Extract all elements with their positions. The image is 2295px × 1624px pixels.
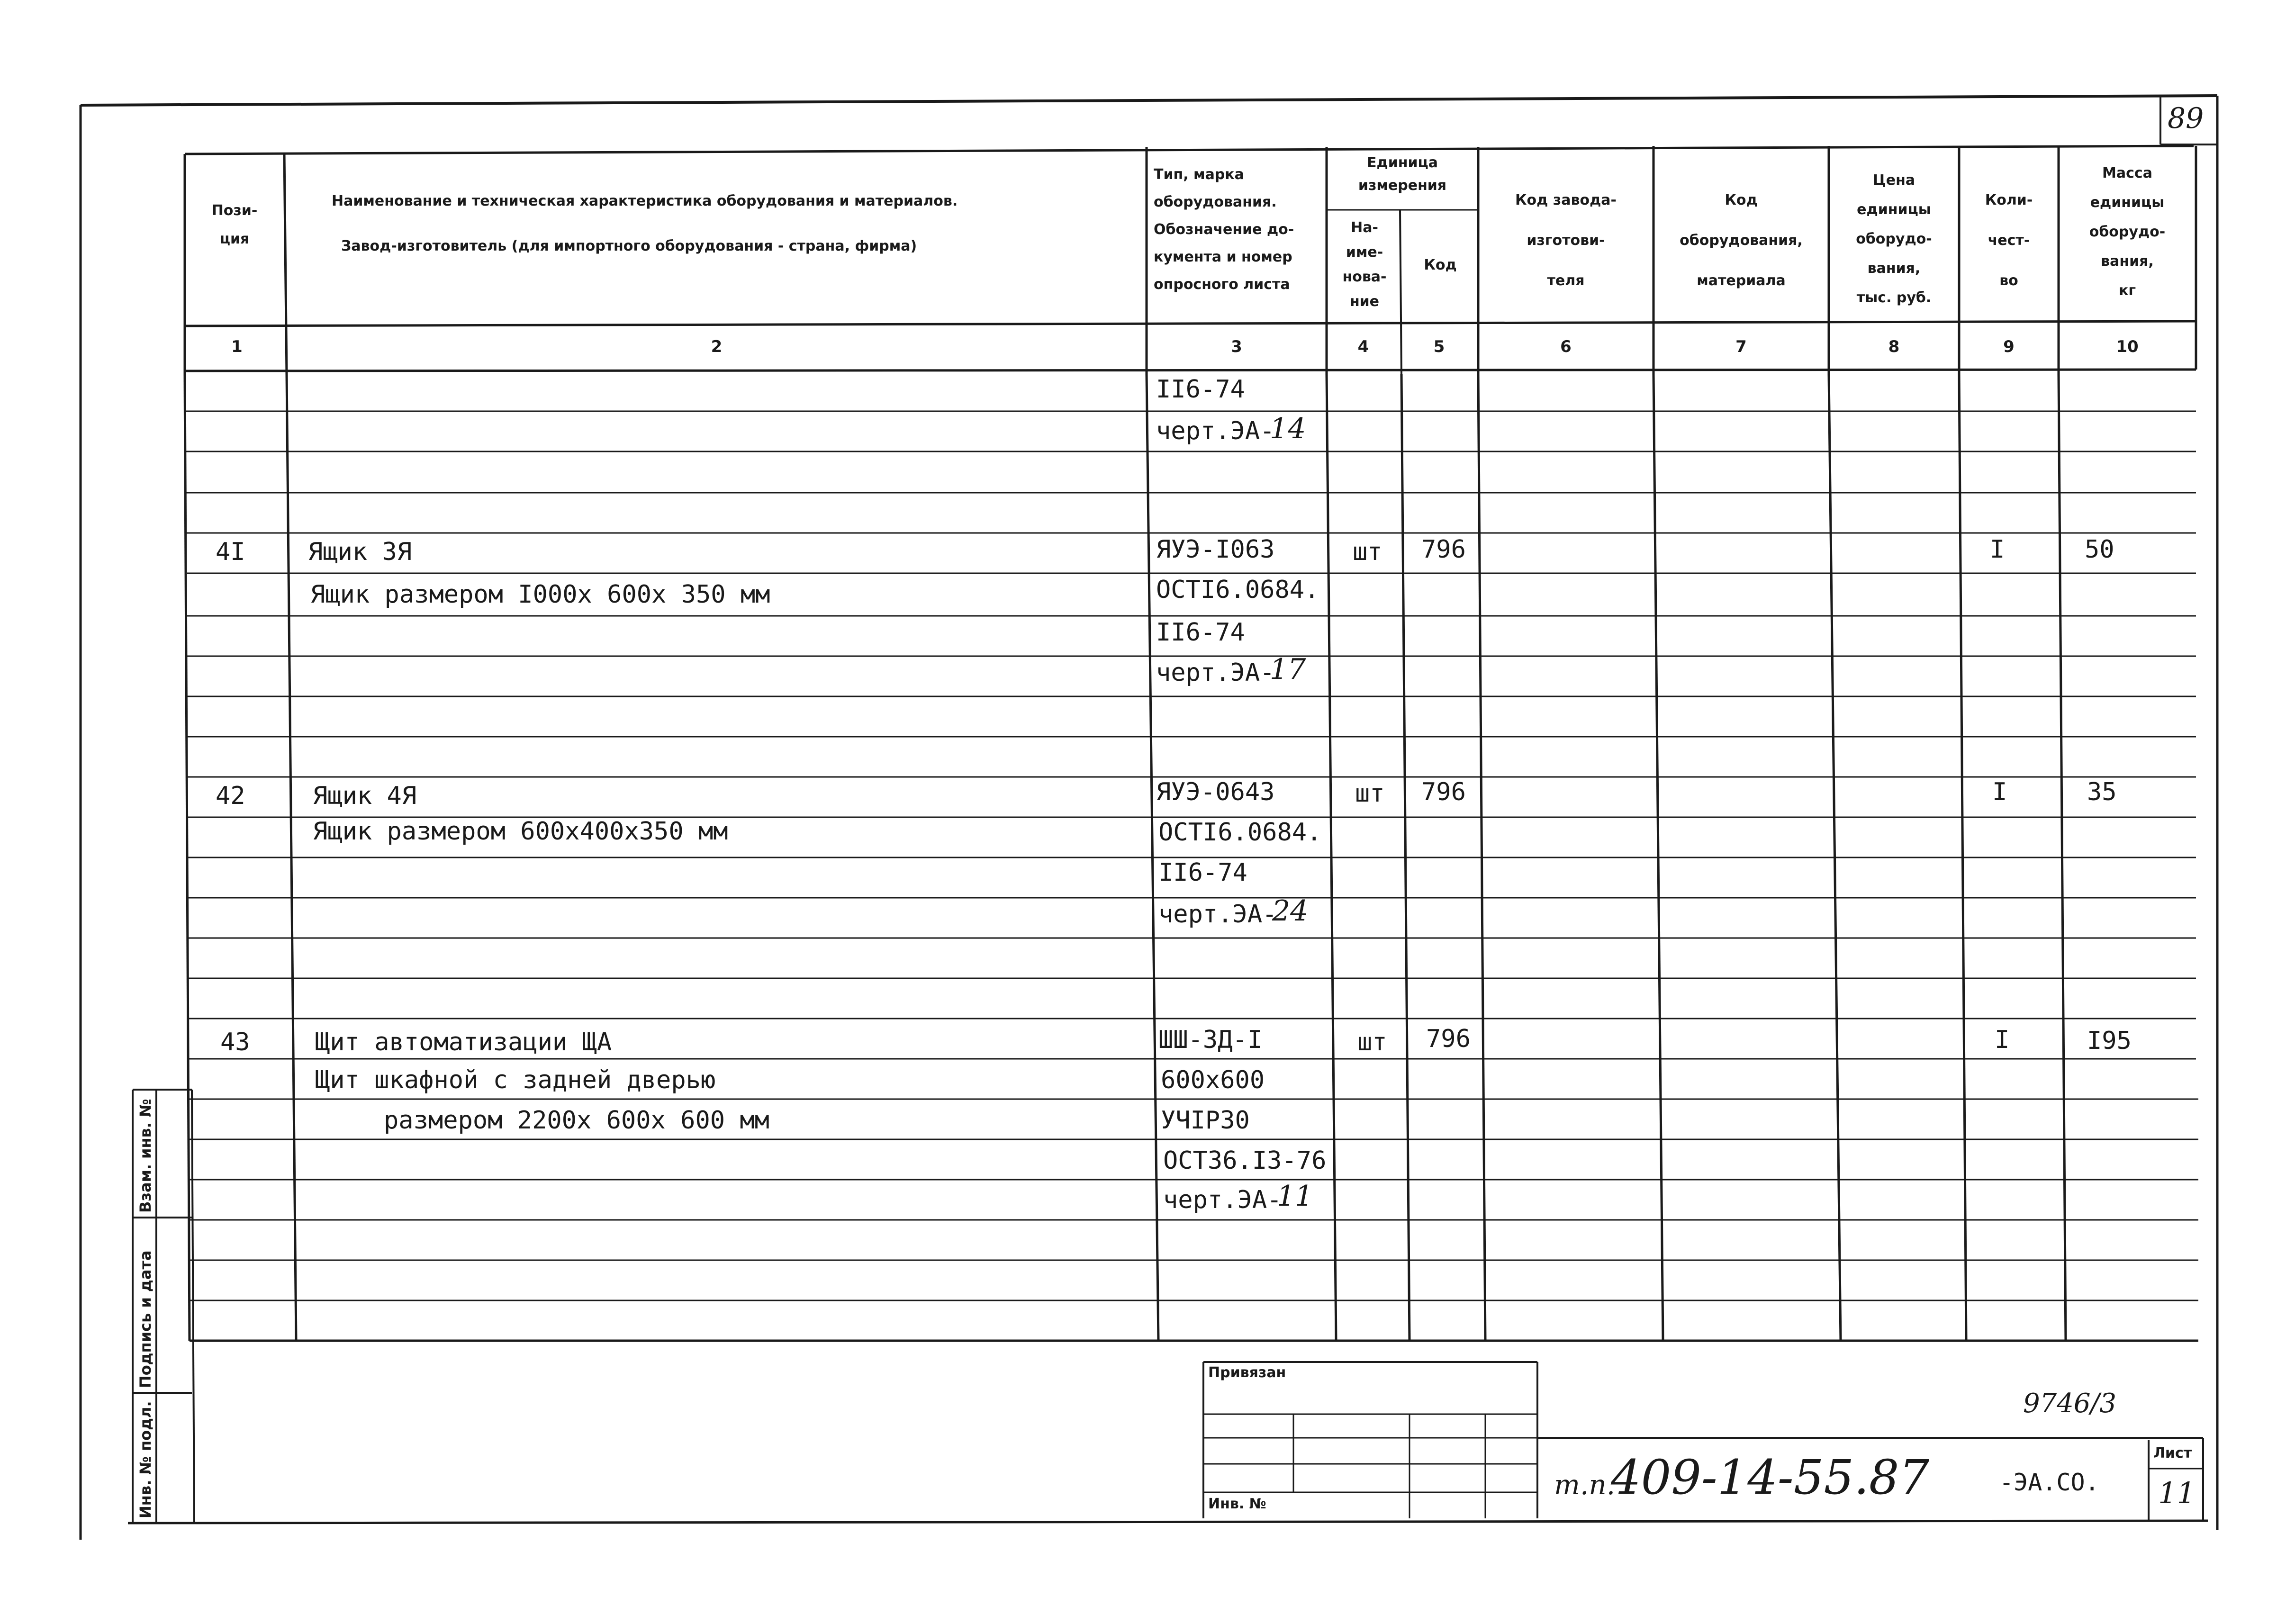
header-col1 (190, 197, 280, 253)
row-16-code: 796 (1426, 1025, 1471, 1053)
row-10-quantity: I (1992, 778, 2007, 806)
header-col3-line2: оборудования. (1154, 194, 1277, 210)
row-16-name: Щит автоматизации ЩА (315, 1028, 612, 1056)
row-17-name: Щит шкафной с задней дверью (315, 1066, 716, 1094)
row-11-name: Ящик размером 600х400х350 мм (313, 817, 728, 846)
row-6-type: II6-74 (1156, 618, 1245, 647)
header-units-line1: Единица (1367, 154, 1438, 171)
header-col3-line4: кумента и номер (1154, 249, 1292, 265)
column-number-6: 6 (1560, 337, 1572, 356)
row-16-mass: I95 (2087, 1027, 2132, 1055)
side-label-original-inventory: Инв. № подл. (136, 1401, 154, 1518)
header-col5: Код (1424, 257, 1457, 273)
row-10-unit: шт (1355, 779, 1385, 808)
header-col8-line3: оборудо- (1856, 231, 1932, 247)
header-col7-line3: материала (1697, 272, 1786, 289)
row-12-type: II6-74 (1158, 858, 1247, 887)
row-11-type: ОСТI6.0684. (1158, 818, 1322, 847)
sheet-number: 11 (2158, 1476, 2196, 1510)
header-col3-line1: Тип, марка (1154, 166, 1244, 183)
header-col7-line2: оборудования, (1680, 232, 1803, 249)
row-20-type: черт.ЭА- (1163, 1186, 1282, 1214)
header-col4 (1329, 216, 1400, 314)
row-20-type-handwritten: 11 (1277, 1180, 1313, 1213)
header-col7-line1: Код (1725, 192, 1758, 208)
header-col3-line5: опросного листа (1154, 276, 1290, 293)
row-13-type-handwritten: 24 (1272, 894, 1309, 928)
stamp-inventory-label: Инв. № (1208, 1496, 1266, 1512)
row-5-type: ОСТI6.0684. (1156, 576, 1319, 604)
header-col10-line1: Масса (2102, 165, 2152, 181)
header-col9-line3: во (1999, 272, 2018, 289)
row-18-type: УЧIР30 (1161, 1106, 1250, 1135)
header-col1-line1: Пози- (211, 202, 258, 219)
header-col10-line3: оборудо- (2089, 224, 2166, 240)
document-number: 9746/3 (2023, 1388, 2117, 1419)
row-1-type: черт.ЭА- (1156, 417, 1275, 445)
column-number-10: 10 (2116, 337, 2139, 356)
header-col4-line3: нова- (1342, 269, 1387, 285)
row-13-type: черт.ЭА- (1158, 900, 1277, 929)
header-units-group (1329, 152, 1476, 197)
header-col2-line2: Завод-изготовитель (для импортного оборудования - страна, фирма) (341, 238, 917, 254)
header-col8-line5: тыс. руб. (1856, 289, 1932, 306)
header-col6-line2: изготови- (1527, 232, 1605, 249)
column-number-3: 3 (1231, 337, 1242, 356)
row-0-type: II6-74 (1156, 375, 1245, 404)
project-code: 409-14-55.87 (1611, 1450, 1929, 1505)
header-col3-line3: Обозначение до- (1154, 221, 1294, 238)
side-label-replacement-inventory: Взам. инв. № (136, 1099, 154, 1213)
column-number-9: 9 (2003, 337, 2015, 356)
row-7-type-handwritten: 17 (1270, 653, 1306, 686)
column-number-8: 8 (1888, 337, 1900, 356)
row-4-unit: шт (1353, 538, 1382, 566)
header-col10-line5: кг (2118, 282, 2136, 299)
row-7-type: черт.ЭА- (1156, 659, 1275, 687)
header-col6-line3: теля (1547, 272, 1585, 289)
row-16-unit: шт (1357, 1028, 1387, 1056)
column-number-4: 4 (1357, 337, 1369, 356)
row-5-name: Ящик размером I000х 600х 350 мм (310, 580, 770, 609)
row-19-type: ОСТ36.I3-76 (1163, 1146, 1327, 1175)
header-col2-line1: Наименование и техническая характеристика оборудования и материалов. (332, 193, 958, 209)
header-col7 (1656, 180, 1826, 301)
row-10-position: 42 (216, 782, 245, 810)
header-col4-line2: име- (1346, 244, 1383, 261)
header-col8-line4: вания, (1867, 260, 1921, 277)
header-col4-line1: На- (1351, 219, 1378, 236)
header-col10 (2061, 159, 2194, 306)
row-16-position: 43 (220, 1028, 250, 1056)
row-4-position: 4I (216, 538, 245, 566)
row-4-type: ЯУЭ-I063 (1156, 535, 1275, 564)
header-col9-line2: чест- (1988, 232, 2030, 249)
column-number-1: 1 (231, 337, 243, 356)
header-col6-line1: Код завода- (1515, 192, 1617, 208)
row-10-name: Ящик 4Я (313, 782, 417, 810)
column-number-5: 5 (1433, 337, 1445, 356)
header-col3 (1154, 161, 1324, 298)
row-4-mass: 50 (2085, 535, 2114, 564)
row-4-name: Ящик 3Я (308, 538, 412, 566)
header-col1-line2: ция (219, 231, 250, 247)
tp-prefix: т.п. (1554, 1469, 1616, 1501)
side-label-signature-date: Подпись и дата (136, 1250, 154, 1388)
row-16-quantity: I (1995, 1026, 2010, 1054)
row-10-mass: 35 (2087, 778, 2117, 806)
row-10-code: 796 (1421, 778, 1466, 806)
row-4-quantity: I (1990, 535, 2005, 564)
header-col9 (1961, 180, 2056, 301)
header-col4-line4: ние (1349, 293, 1380, 310)
row-4-code: 796 (1421, 535, 1466, 564)
row-1-type-handwritten: 14 (1270, 412, 1306, 445)
document-suffix: -ЭА.СО. (1999, 1469, 2099, 1496)
row-10-type: ЯУЭ-0643 (1156, 778, 1275, 806)
header-col10-line4: вания, (2101, 253, 2154, 270)
stamp-privyazan-label: Привязан (1208, 1364, 1286, 1381)
header-col10-line2: единицы (2090, 194, 2165, 211)
sheet-label: Лист (2153, 1445, 2192, 1462)
header-col9-line1: Коли- (1985, 192, 2033, 208)
header-units-line2: измерения (1358, 177, 1447, 194)
row-16-type: ШШ-ЗД-I (1158, 1026, 1263, 1054)
header-col8-line2: единицы (1857, 201, 1931, 218)
header-col6 (1481, 180, 1651, 301)
column-number-2: 2 (711, 337, 723, 356)
row-18-name: размером 2200х 600х 600 мм (384, 1106, 769, 1135)
column-number-7: 7 (1735, 337, 1747, 356)
page-number: 89 (2168, 102, 2204, 135)
header-col8 (1831, 166, 1957, 313)
row-17-type: 600х600 (1161, 1066, 1265, 1094)
header-col8-line1: Цена (1872, 172, 1916, 189)
